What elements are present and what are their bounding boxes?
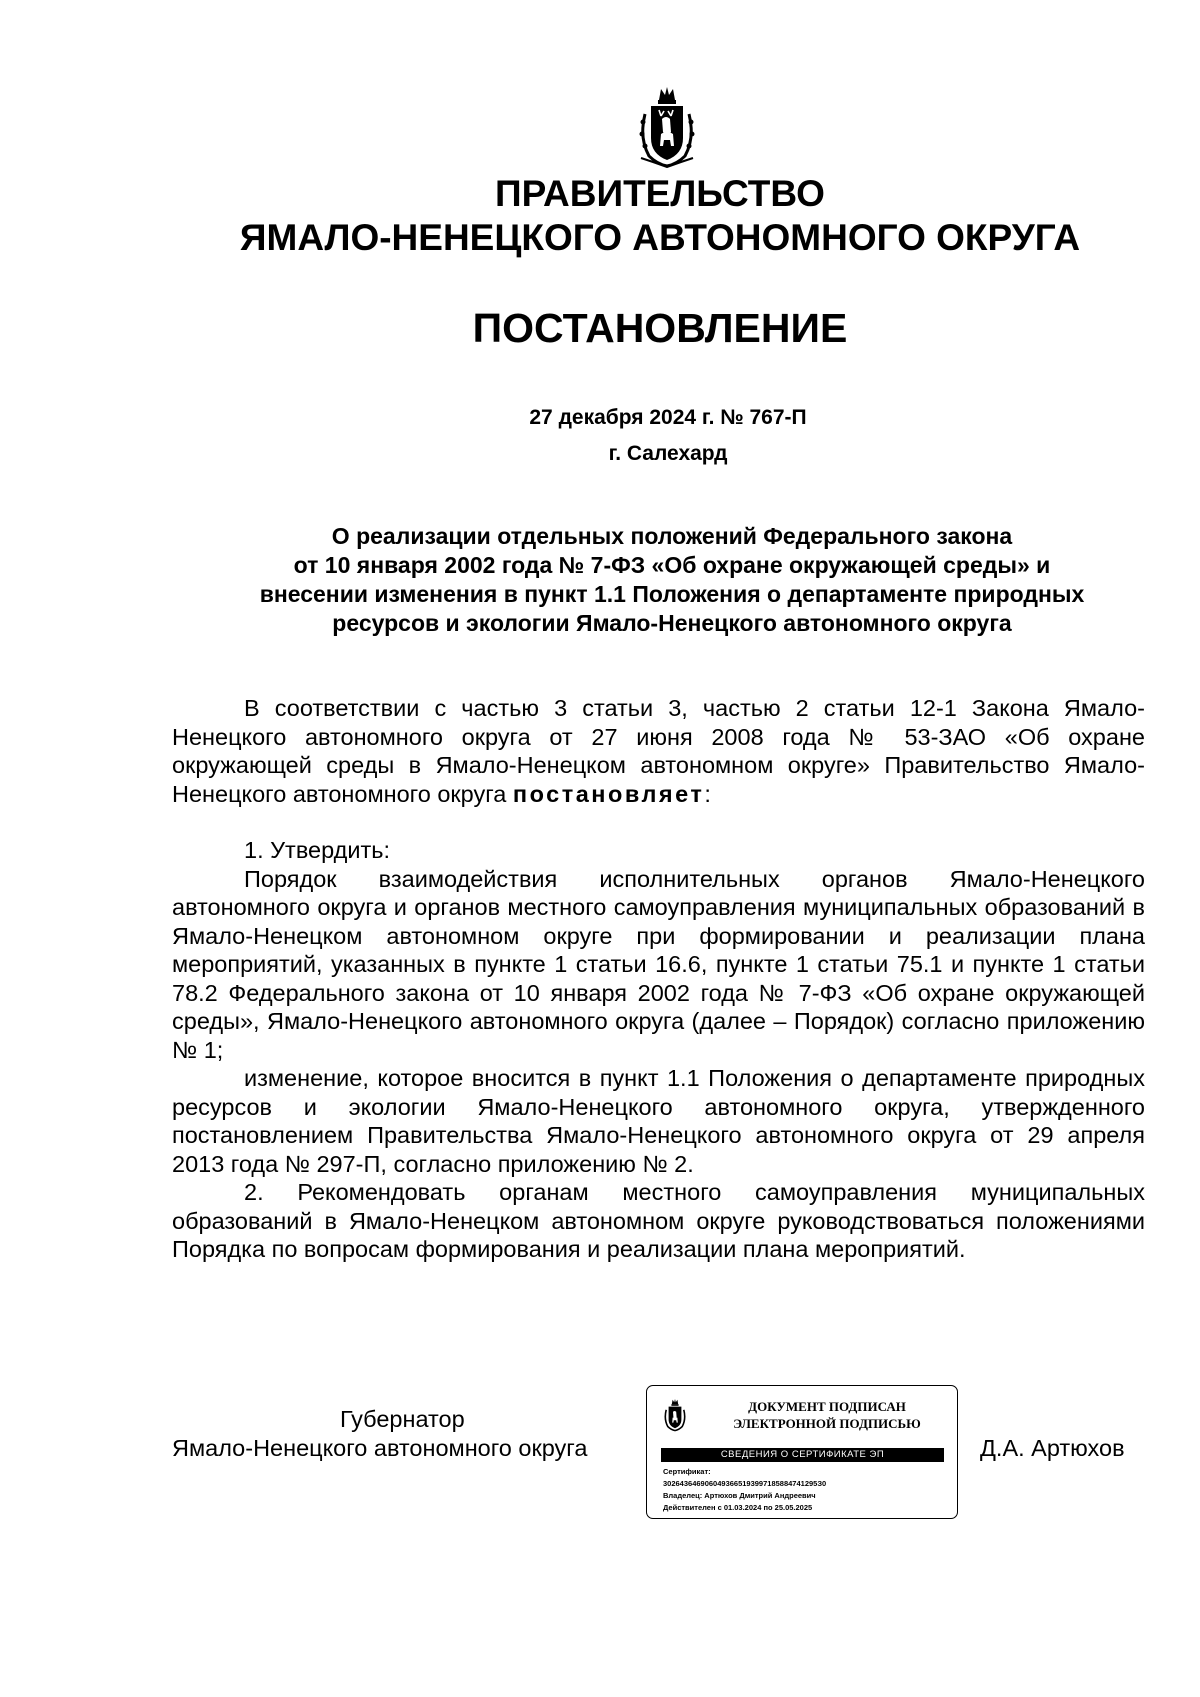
organization-name-line1: ПРАВИТЕЛЬСТВО [495,173,825,214]
organization-name-line2: ЯМАЛО-НЕНЕЦКОГО АВТОНОМНОГО ОКРУГА [239,217,1081,258]
document-type-title: ПОСТАНОВЛЕНИЕ [472,305,848,351]
stamp-owner: Владелец: Артюхов Дмитрий Андреевич [663,1491,816,1500]
subject-line: внесении изменения в пункт 1.1 Положения о департаменте природных [259,581,1085,607]
decision-word: постановляет [512,780,705,807]
signer-name: Д.А. Артюхов [980,1435,1125,1461]
electronic-signature-stamp [646,1385,958,1519]
item-1-title: 1. Утвердить: [244,837,391,863]
document-date-number: 27 декабря 2024 г. № 767-П [529,406,807,429]
stamp-header-line2: ЭЛЕКТРОННОЙ ПОДПИСЬЮ [733,1416,921,1431]
document-subject [172,522,1172,638]
stamp-valid: Действителен с 01.03.2024 по 25.05.2025 [663,1503,813,1512]
preamble-text: В соответствии с частью 3 статьи 3, частью 2 статьи 12-1 Закона Ямало-Ненецкого автономного округа от 27 июня 2008 года № 53-ЗАО «Об охране окружающей среды в Ямало-Ненецком автономном округе» Правительство Ямало-Ненецкого автономного округа [172,695,1145,807]
document-city: г. Салехард [608,442,728,465]
decision-colon: : [704,780,711,807]
stamp-cert-label: Сертификат: [663,1467,711,1476]
stamp-cert-number: 3026436469060493665193997185884741295З0 [663,1479,827,1488]
signer-position-line2: Ямало-Ненецкого автономного округа [172,1435,588,1461]
subject-line: от 10 января 2002 года № 7-ФЗ «Об охране окружающей среды» и [293,552,1051,578]
stamp-certificate-info [663,1466,953,1514]
stamp-certificate-bar: СВЕДЕНИЯ О СЕРТИФИКАТЕ ЭП [661,1448,944,1462]
stamp-header [707,1398,947,1432]
document-body [172,694,1145,1264]
item-1-paragraph-a: Порядок взаимодействия исполнительных органов Ямало-Ненецкого автономного округа и органов местного самоуправления муниципальных образований в Ямало-Ненецком автономном округе при формировании и реализации плана мероприятий, указанных в пункте 1 статьи 16.6, пункте 1 статьи 75.1 и пункте 1 статьи 78.2 Федерального закона от 10 января 2002 года № 7-ФЗ «Об охране окружающей среды», Ямало-Ненецкого автономного округа (далее – Порядок) согласно приложению № 1; [172,865,1145,1063]
coat-of-arms-icon [637,86,697,168]
stamp-header-line1: ДОКУМЕНТ ПОДПИСАН [748,1399,906,1414]
signer-position-line1: Губернатор [340,1406,465,1432]
coat-of-arms-icon [663,1398,687,1432]
item-2-paragraph: 2. Рекомендовать органам местного самоуправления муниципальных образований в Ямало-Ненецком автономном округе руководствоваться положениями Порядка по вопросам формирования и реализации плана мероприятий. [172,1179,1145,1262]
signer-position [172,1405,642,1463]
subject-line: ресурсов и экологии Ямало-Ненецкого автономного округа [332,610,1012,636]
subject-line: О реализации отдельных положений Федерального закона [331,523,1013,549]
preamble-paragraph [172,694,1145,808]
item-1-paragraph-b: изменение, которое вносится в пункт 1.1 Положения о департаменте природных ресурсов и экологии Ямало-Ненецкого автономного округа, утвержденного постановлением Правительства Ямало-Ненецкого автономного округа от 29 апреля 2013 года № 297-П, согласно приложению № 2. [172,1065,1145,1177]
